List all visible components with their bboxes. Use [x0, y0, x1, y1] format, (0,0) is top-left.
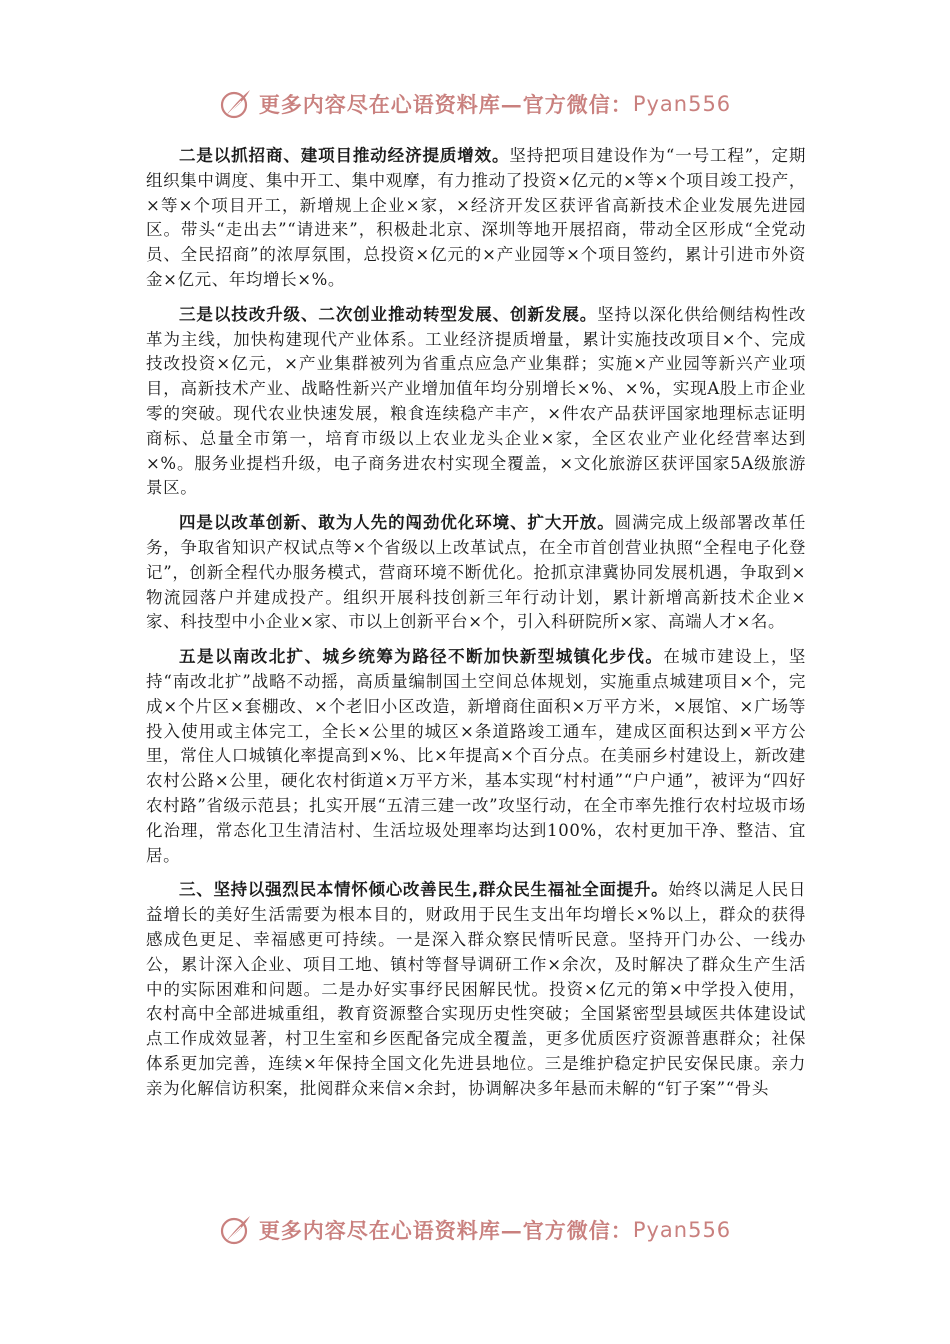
footer-wechat-id: Pyan556 — [632, 1218, 732, 1242]
footer-banner-text: 更多内容尽在心语资料库—官方微信： — [258, 1218, 633, 1243]
paragraph-2-lead: 三是以技改升级、二次创业推动转型发展、创新发展。 — [179, 304, 598, 324]
paragraph-3 — [146, 511, 806, 635]
paragraph-3-body: 圆满完成上级部署改革任务，争取省知识产权试点等×个省级以上改革试点，在全市首创营业执照“全程电子化登记”，创新全程代办服务模式，营商环境不断优化。抢抓京津冀协同发展机遇，争取到×物流园落户并建成投产。组织开展科技创新三年行动计划，累计新增高新技术企业×家、科技型中小企业×家、市以上创新平台×个，引入科研院所×家、高端人才×名。 — [146, 513, 806, 632]
paragraph-2 — [146, 303, 806, 501]
quill-logo-icon — [219, 1213, 253, 1247]
paragraph-2-body: 坚持以深化供给侧结构性改革为主线，加快构建现代产业体系。工业经济提质增量，累计实施技改项目×个、完成技改投资×亿元，×产业集群被列为省重点应急产业集群；实施×产业园等新兴产业项目，高新技术产业、战略性新兴产业增加值年均分别增长×%、×%，实现A股上市企业零的突破。现代农业快速发展，粮食连续稳产丰产，×件农产品获评国家地理标志证明商标、总量全市第一，培育市级以上农业龙头企业×家，全区农业产业化经营率达到×%。服务业提档升级，电子商务进农村实现全覆盖，×文化旅游区获评国家5A级旅游景区。 — [146, 304, 806, 498]
paragraph-4-body: 在城市建设上，坚持“南改北扩”战略不动摇，高质量编制国土空间总体规划，实施重点城建项目×个，完成×个片区×套棚改、×个老旧小区改造，新增商住面积×万平方米，×展馆、×广场等投入使用或主体完工，全长×公里的城区×条道路竣工通车，建成区面积达到×平方公里，常住人口城镇化率提高到×%、比×年提高×个百分点。在美丽乡村建设上，新改建农村公路×公里，硬化农村街道×万平方米，基本实现“村村通”“户户通”，被评为“四好农村路”省级示范县；扎实开展“五清三建一改”攻坚行动，在全市率先推行农村垃圾市场化治理，常态化卫生清洁村、生活垃圾处理率均达到100%，农村更加干净、整洁、宜居。 — [146, 647, 806, 865]
quill-logo-icon — [219, 87, 253, 121]
paragraph-5 — [146, 878, 806, 1101]
paragraph-5-body: 始终以满足人民日益增长的美好生活需要为根本目的，财政用于民生支出年均增长×%以上，群众的获得感成色更足、幸福感更可持续。一是深入群众察民情听民意。坚持开门办公、一线办公，累计深入企业、项目工地、镇村等督导调研工作×余次，及时解决了群众生产生活中的实际困难和问题。二是办好实事纾民困解民忧。投资×亿元的第×中学投入使用，农村高中全部进城重组，教育资源整合实现历史性突破；全国紧密型县域医共体建设试点工作成效显著，村卫生室和乡医配备完成全覆盖，更多优质医疗资源普惠群众；社保体系更加完善，连续×年保持全国文化先进县地位。三是维护稳定护民安保民康。亲力亲为化解信访积案，批阅群众来信×余封，协调解决多年悬而未解的“钉子案”“骨头 — [146, 880, 806, 1098]
header-wechat-id: Pyan556 — [632, 92, 732, 116]
paragraph-4 — [146, 645, 806, 868]
header-banner — [0, 84, 950, 124]
paragraph-5-lead: 三、坚持以强烈民本情怀倾心改善民生,群众民生福祉全面提升。 — [179, 880, 669, 900]
document-body — [146, 144, 806, 1111]
paragraph-4-lead: 五是以南改北扩、城乡统筹为路径不断加快新型城镇化步伐。 — [179, 647, 664, 667]
paragraph-3-lead: 四是以改革创新、敢为人先的闯劲优化环境、扩大开放。 — [179, 513, 615, 533]
footer-banner — [0, 1210, 950, 1250]
paragraph-1-lead: 二是以抓招商、建项目推动经济提质增效。 — [179, 146, 510, 165]
paragraph-1 — [146, 144, 806, 293]
paragraph-1-body: 坚持把项目建设作为“一号工程”，定期组织集中调度、集中开工、集中观摩，有力推动了投资×亿元的×等×个项目竣工投产，×等×个项目开工，新增规上企业×家，×经济开发区获评省高新技术企业发展先进园区。带头“走出去”“请进来”，积极赴北京、深圳等地开展招商，带动全区形成“全党动员、全民招商”的浓厚氛围，总投资×亿元的×产业园等×个项目签约，累计引进市外资金×亿元、年均增长×%。 — [146, 146, 806, 289]
header-banner-text: 更多内容尽在心语资料库—官方微信： — [258, 92, 633, 117]
